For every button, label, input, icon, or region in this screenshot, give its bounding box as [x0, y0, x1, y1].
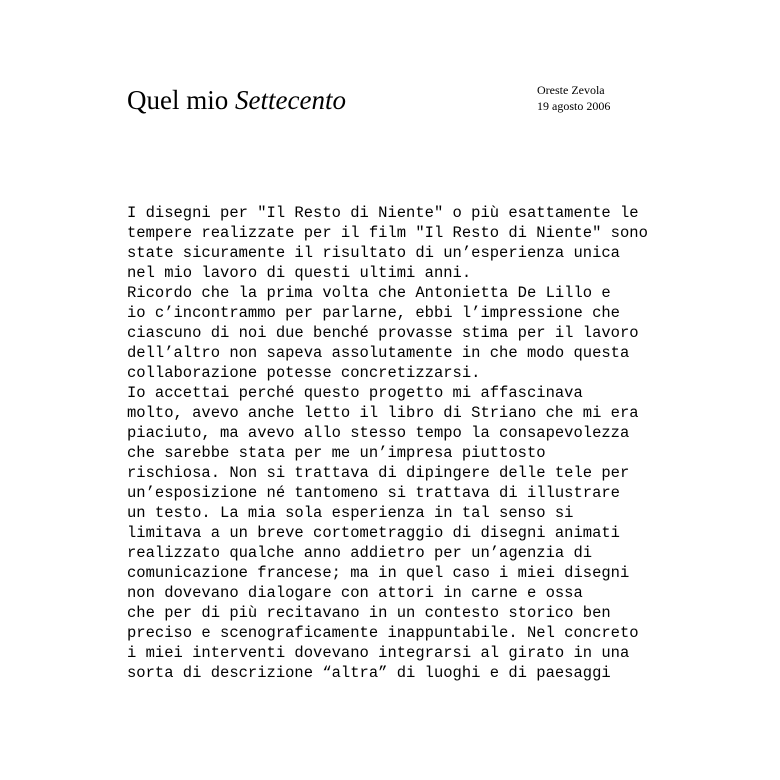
text-line: Ricordo che la prima volta che Antonietta De Lillo e: [127, 284, 611, 302]
text-line: un testo. La mia sola esperienza in tal senso si: [127, 504, 574, 522]
text-line: nel mio lavoro di questi ultimi anni.: [127, 264, 472, 282]
document-title: [127, 84, 346, 116]
text-line: collaborazione potesse concretizzarsi.: [127, 364, 481, 382]
text-line: Io accettai perché questo progetto mi affascinava: [127, 384, 583, 402]
text-line: rischiosa. Non si trattava di dipingere delle tele per: [127, 464, 630, 482]
text-line: che per di più recitavano in un contesto storico ben: [127, 604, 611, 622]
text-line: dell’altro non sapeva assolutamente in che modo questa: [127, 344, 630, 362]
text-line: io c’incontrammo per parlarne, ebbi l’impressione che: [127, 304, 620, 322]
text-line: I disegni per "Il Resto di Niente" o più esattamente le: [127, 204, 639, 222]
author-block: [537, 82, 610, 114]
text-line: preciso e scenograficamente inappuntabile. Nel concreto: [127, 624, 639, 642]
author-name: Oreste Zevola: [537, 83, 605, 97]
text-line: comunicazione francese; ma in quel caso i miei disegni: [127, 564, 630, 582]
title-plain: Quel mio: [127, 85, 235, 115]
text-line: state sicuramente il risultato di un’esperienza unica: [127, 244, 620, 262]
text-line: molto, avevo anche letto il libro di Striano che mi era: [127, 404, 639, 422]
text-line: piaciuto, ma avevo allo stesso tempo la consapevolezza: [127, 424, 630, 442]
text-line: tempere realizzate per il film "Il Resto di Niente" sono: [127, 224, 648, 242]
text-line: realizzato qualche anno addietro per un’agenzia di: [127, 544, 593, 562]
text-line: non dovevano dialogare con attori in carne e ossa: [127, 584, 583, 602]
text-line: limitava a un breve cortometraggio di disegni animati: [127, 524, 620, 542]
document-date: 19 agosto 2006: [537, 99, 611, 113]
text-line: i miei interventi dovevano integrarsi al girato in una: [127, 644, 630, 662]
text-line: che sarebbe stata per me un’impresa piuttosto: [127, 444, 546, 462]
body-text: [127, 203, 648, 683]
text-line: un’esposizione né tantomeno si trattava di illustrare: [127, 484, 620, 502]
text-line: ciascuno di noi due benché provasse stima per il lavoro: [127, 324, 639, 342]
text-line: sorta di descrizione “altra” di luoghi e di paesaggi: [127, 664, 611, 682]
title-italic: Settecento: [235, 85, 346, 115]
